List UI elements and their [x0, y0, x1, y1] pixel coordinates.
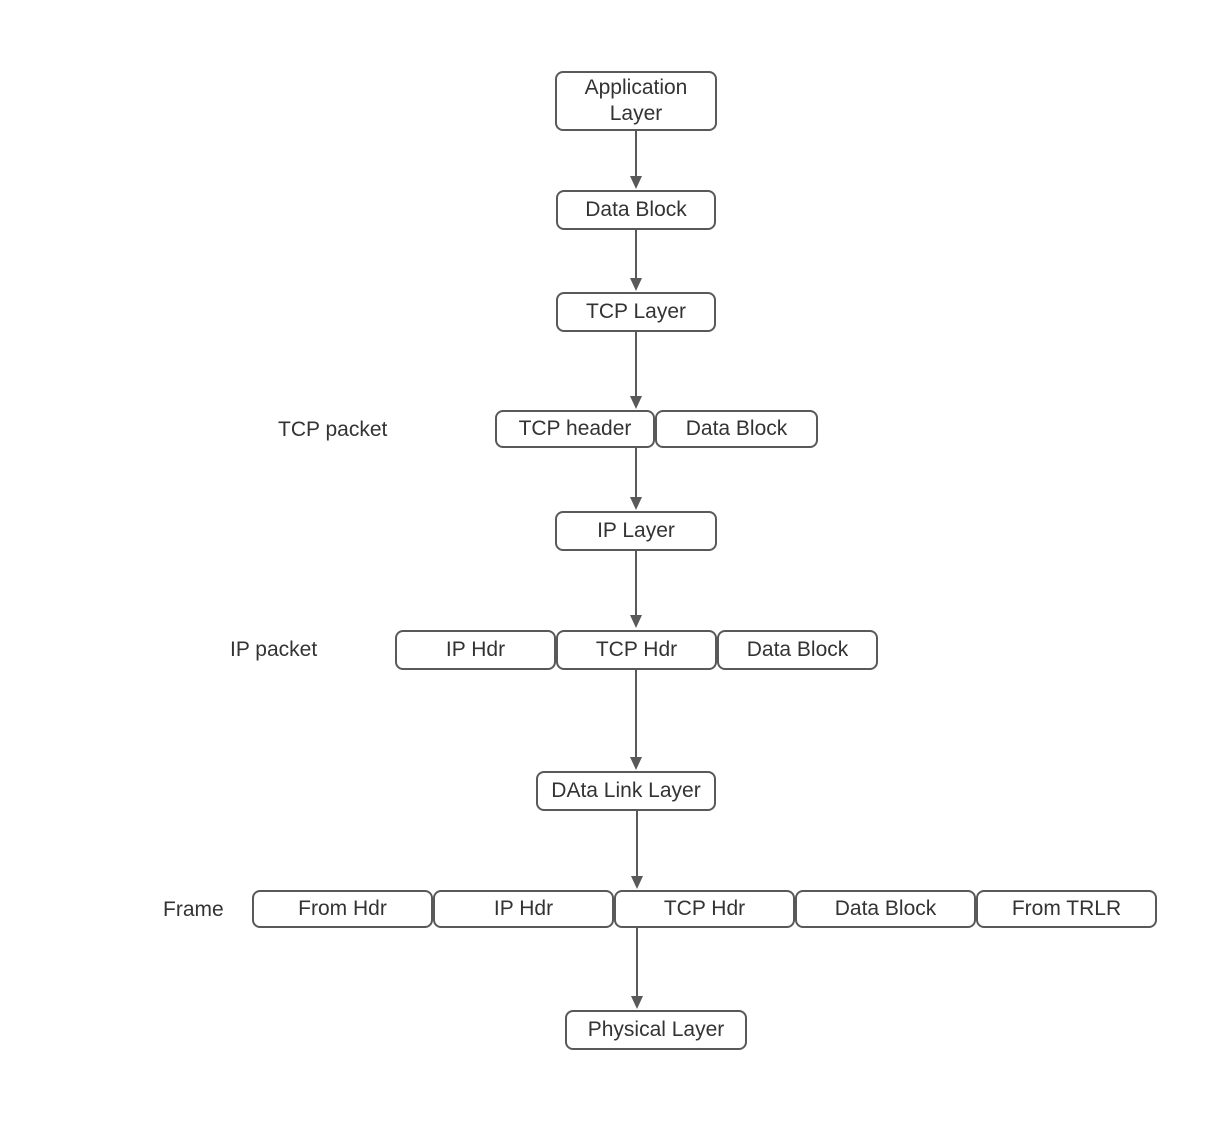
arrow-iplayer-to-ippacket [635, 551, 637, 616]
arrow-tcppacket-to-iplayer [635, 448, 637, 498]
label-frame: Frame [163, 898, 224, 921]
arrow-datablock-to-tcplayer [635, 230, 637, 279]
node-tcp-header: TCP header [495, 410, 655, 448]
node-frame-from-hdr: From Hdr [252, 890, 433, 928]
label-ip-packet: IP packet [230, 638, 318, 661]
arrow-frame-to-physical [636, 928, 638, 997]
node-ip-packet-data-block: Data Block [717, 630, 878, 670]
arrow-ippacket-to-datalink [635, 670, 637, 758]
arrow-tcplayer-to-tcppacket [635, 332, 637, 397]
node-tcp-layer: TCP Layer [556, 292, 716, 332]
node-frame-tcp-hdr: TCP Hdr [614, 890, 795, 928]
node-physical-layer: Physical Layer [565, 1010, 747, 1050]
node-ip-packet-tcp-hdr: TCP Hdr [556, 630, 717, 670]
node-data-block: Data Block [556, 190, 716, 230]
node-frame-from-trlr: From TRLR [976, 890, 1157, 928]
node-frame-ip-hdr: IP Hdr [433, 890, 614, 928]
node-application-layer: Application Layer [555, 71, 717, 131]
label-tcp-packet: TCP packet [278, 418, 388, 441]
node-ip-packet-ip-hdr: IP Hdr [395, 630, 556, 670]
arrow-application-to-datablock [635, 131, 637, 177]
node-frame-data-block: Data Block [795, 890, 976, 928]
node-data-link-layer: DAta Link Layer [536, 771, 716, 811]
node-tcp-packet-data-block: Data Block [655, 410, 818, 448]
node-ip-layer: IP Layer [555, 511, 717, 551]
arrow-datalink-to-frame [636, 811, 638, 877]
